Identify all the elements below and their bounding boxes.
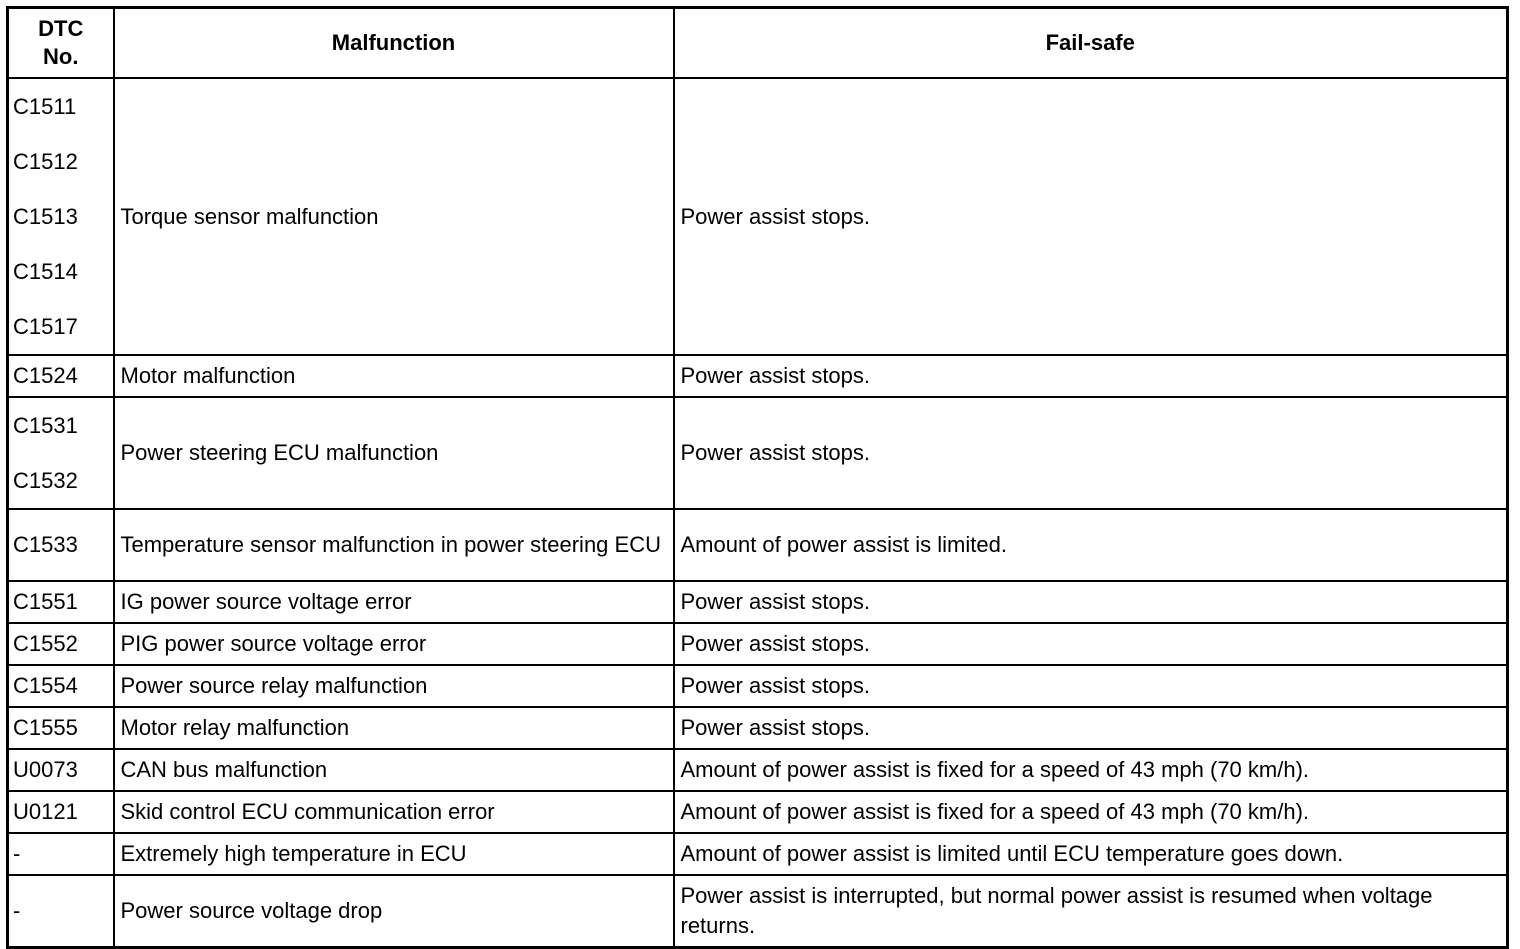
failsafe-cell: Power assist stops. — [674, 355, 1508, 397]
dtc-code: C1514 — [13, 259, 78, 284]
dtc-cell — [8, 833, 114, 875]
dtc-code: U0121 — [13, 799, 78, 824]
table-header-row — [8, 8, 1508, 79]
dtc-failsafe-table — [6, 6, 1509, 949]
malfunction-header: Malfunction — [114, 8, 674, 79]
failsafe-cell: Power assist stops. — [674, 623, 1508, 665]
dtc-code: C1551 — [13, 589, 78, 614]
dtc-code: C1524 — [13, 363, 78, 388]
dtc-code: C1511 — [13, 94, 77, 119]
table-row — [8, 397, 1508, 509]
malfunction-cell: Temperature sensor malfunction in power steering ECU — [114, 509, 674, 581]
table-row — [8, 791, 1508, 833]
dtc-cell — [8, 397, 114, 509]
failsafe-cell: Power assist stops. — [674, 665, 1508, 707]
malfunction-cell: Motor malfunction — [114, 355, 674, 397]
failsafe-cell: Power assist stops. — [674, 397, 1508, 509]
table-row — [8, 581, 1508, 623]
dtc-header-line2: No. — [43, 44, 79, 69]
dtc-cell — [8, 749, 114, 791]
dtc-code: - — [13, 897, 21, 923]
table-row — [8, 833, 1508, 875]
failsafe-cell: Power assist stops. — [674, 581, 1508, 623]
failsafe-cell: Amount of power assist is limited. — [674, 509, 1508, 581]
malfunction-cell: Extremely high temperature in ECU — [114, 833, 674, 875]
dtc-cell — [8, 509, 114, 581]
failsafe-cell: Power assist stops. — [674, 78, 1508, 355]
dtc-code: C1517 — [13, 314, 78, 339]
failsafe-header: Fail-safe — [674, 8, 1508, 79]
failsafe-cell: Power assist stops. — [674, 707, 1508, 749]
table-row — [8, 623, 1508, 665]
dtc-cell — [8, 581, 114, 623]
failsafe-cell: Amount of power assist is fixed for a speed of 43 mph (70 km/h). — [674, 791, 1508, 833]
malfunction-cell: IG power source voltage error — [114, 581, 674, 623]
dtc-code: C1552 — [13, 631, 78, 656]
table-row — [8, 875, 1508, 947]
failsafe-cell: Amount of power assist is fixed for a speed of 43 mph (70 km/h). — [674, 749, 1508, 791]
failsafe-cell: Amount of power assist is limited until ECU temperature goes down. — [674, 833, 1508, 875]
dtc-cell — [8, 791, 114, 833]
dtc-code: C1554 — [13, 673, 78, 698]
dtc-cell — [8, 355, 114, 397]
malfunction-cell: CAN bus malfunction — [114, 749, 674, 791]
dtc-code: C1513 — [13, 204, 78, 229]
malfunction-cell: Skid control ECU communication error — [114, 791, 674, 833]
dtc-code: C1532 — [13, 468, 78, 493]
table-row — [8, 707, 1508, 749]
table-row — [8, 509, 1508, 581]
dtc-cell — [8, 665, 114, 707]
malfunction-cell: Motor relay malfunction — [114, 707, 674, 749]
table-row — [8, 665, 1508, 707]
malfunction-cell: Power source voltage drop — [114, 875, 674, 947]
table-row — [8, 355, 1508, 397]
malfunction-cell: Power source relay malfunction — [114, 665, 674, 707]
dtc-code: C1531 — [13, 413, 78, 438]
dtc-cell — [8, 78, 114, 355]
dtc-no-header — [8, 8, 114, 79]
dtc-cell — [8, 623, 114, 665]
dtc-code: C1533 — [13, 532, 78, 557]
dtc-code: C1555 — [13, 715, 78, 740]
dtc-code: C1512 — [13, 149, 78, 174]
malfunction-cell: Power steering ECU malfunction — [114, 397, 674, 509]
table-row — [8, 78, 1508, 355]
malfunction-cell: Torque sensor malfunction — [114, 78, 674, 355]
dtc-cell — [8, 707, 114, 749]
table-row — [8, 749, 1508, 791]
dtc-cell — [8, 875, 114, 947]
malfunction-cell: PIG power source voltage error — [114, 623, 674, 665]
dtc-code: - — [13, 841, 21, 866]
dtc-code: U0073 — [13, 757, 78, 782]
dtc-header-line1: DTC — [38, 16, 84, 41]
failsafe-cell: Power assist is interrupted, but normal power assist is resumed when voltage returns. — [674, 875, 1508, 947]
